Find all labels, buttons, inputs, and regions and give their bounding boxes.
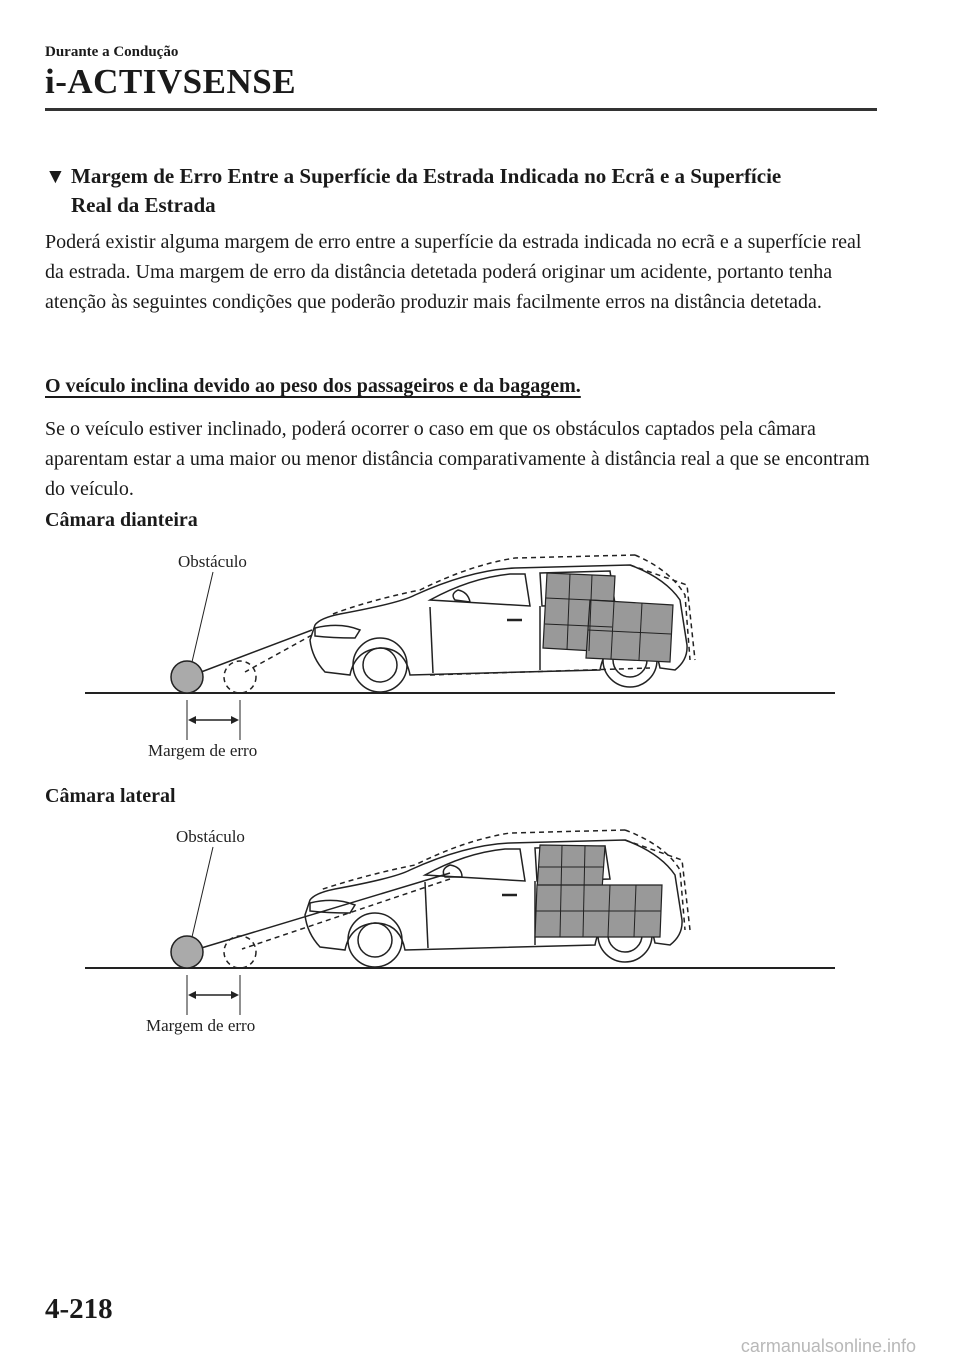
- section-heading-line1: Margem de Erro Entre a Superfície da Estrada Indicada no Ecrã e a Superfície: [71, 164, 782, 188]
- header-title: i-ACTIVSENSE: [45, 62, 297, 101]
- obstacle-label: Obstáculo: [178, 552, 247, 571]
- side-camera-figure: [70, 815, 850, 1045]
- figure-caption-side-camera: Câmara lateral: [45, 785, 176, 807]
- paragraph-intro: Poderá existir alguma margem de erro entre a superfície da estrada indicada no ecrã e a superfície real da estrada. Uma margem de erro da distância detetada poderá originar um acidente, portanto tenha atenção às seguintes condições que poderão produzir mais facilmente erros na distância detetada.: [45, 231, 862, 313]
- obstacle-circle: [171, 661, 203, 693]
- obstacle-label: Obstáculo: [176, 827, 245, 846]
- front-camera-figure: [70, 540, 850, 770]
- section-heading-line2: Real da Estrada: [71, 193, 216, 217]
- ghost-obstacle-circle: [224, 661, 256, 693]
- page-number: 4-218: [45, 1293, 113, 1325]
- margin-of-error-label: Margem de erro: [148, 741, 258, 760]
- header-section-label: Durante a Condução: [45, 44, 179, 60]
- paragraph-tilt: Se o veículo estiver inclinado, poderá ocorrer o caso em que os obstáculos captados pela câmara aparentam estar a uma maior ou menor distância comparativamente à distância real a que se encontram do veículo.: [45, 418, 870, 500]
- figure-caption-front-camera: Câmara dianteira: [45, 509, 198, 531]
- watermark-link[interactable]: carmanualsonline.info: [740, 1336, 916, 1356]
- triangle-marker-icon: ▼: [45, 164, 66, 188]
- subheading-vehicle-tilt: O veículo inclina devido ao peso dos passageiros e da bagagem.: [45, 375, 581, 397]
- obstacle-circle: [171, 936, 203, 968]
- header-rule: [45, 108, 877, 111]
- section-heading: [45, 162, 875, 220]
- margin-of-error-label: Margem de erro: [146, 1016, 256, 1035]
- ghost-obstacle-circle: [224, 936, 256, 968]
